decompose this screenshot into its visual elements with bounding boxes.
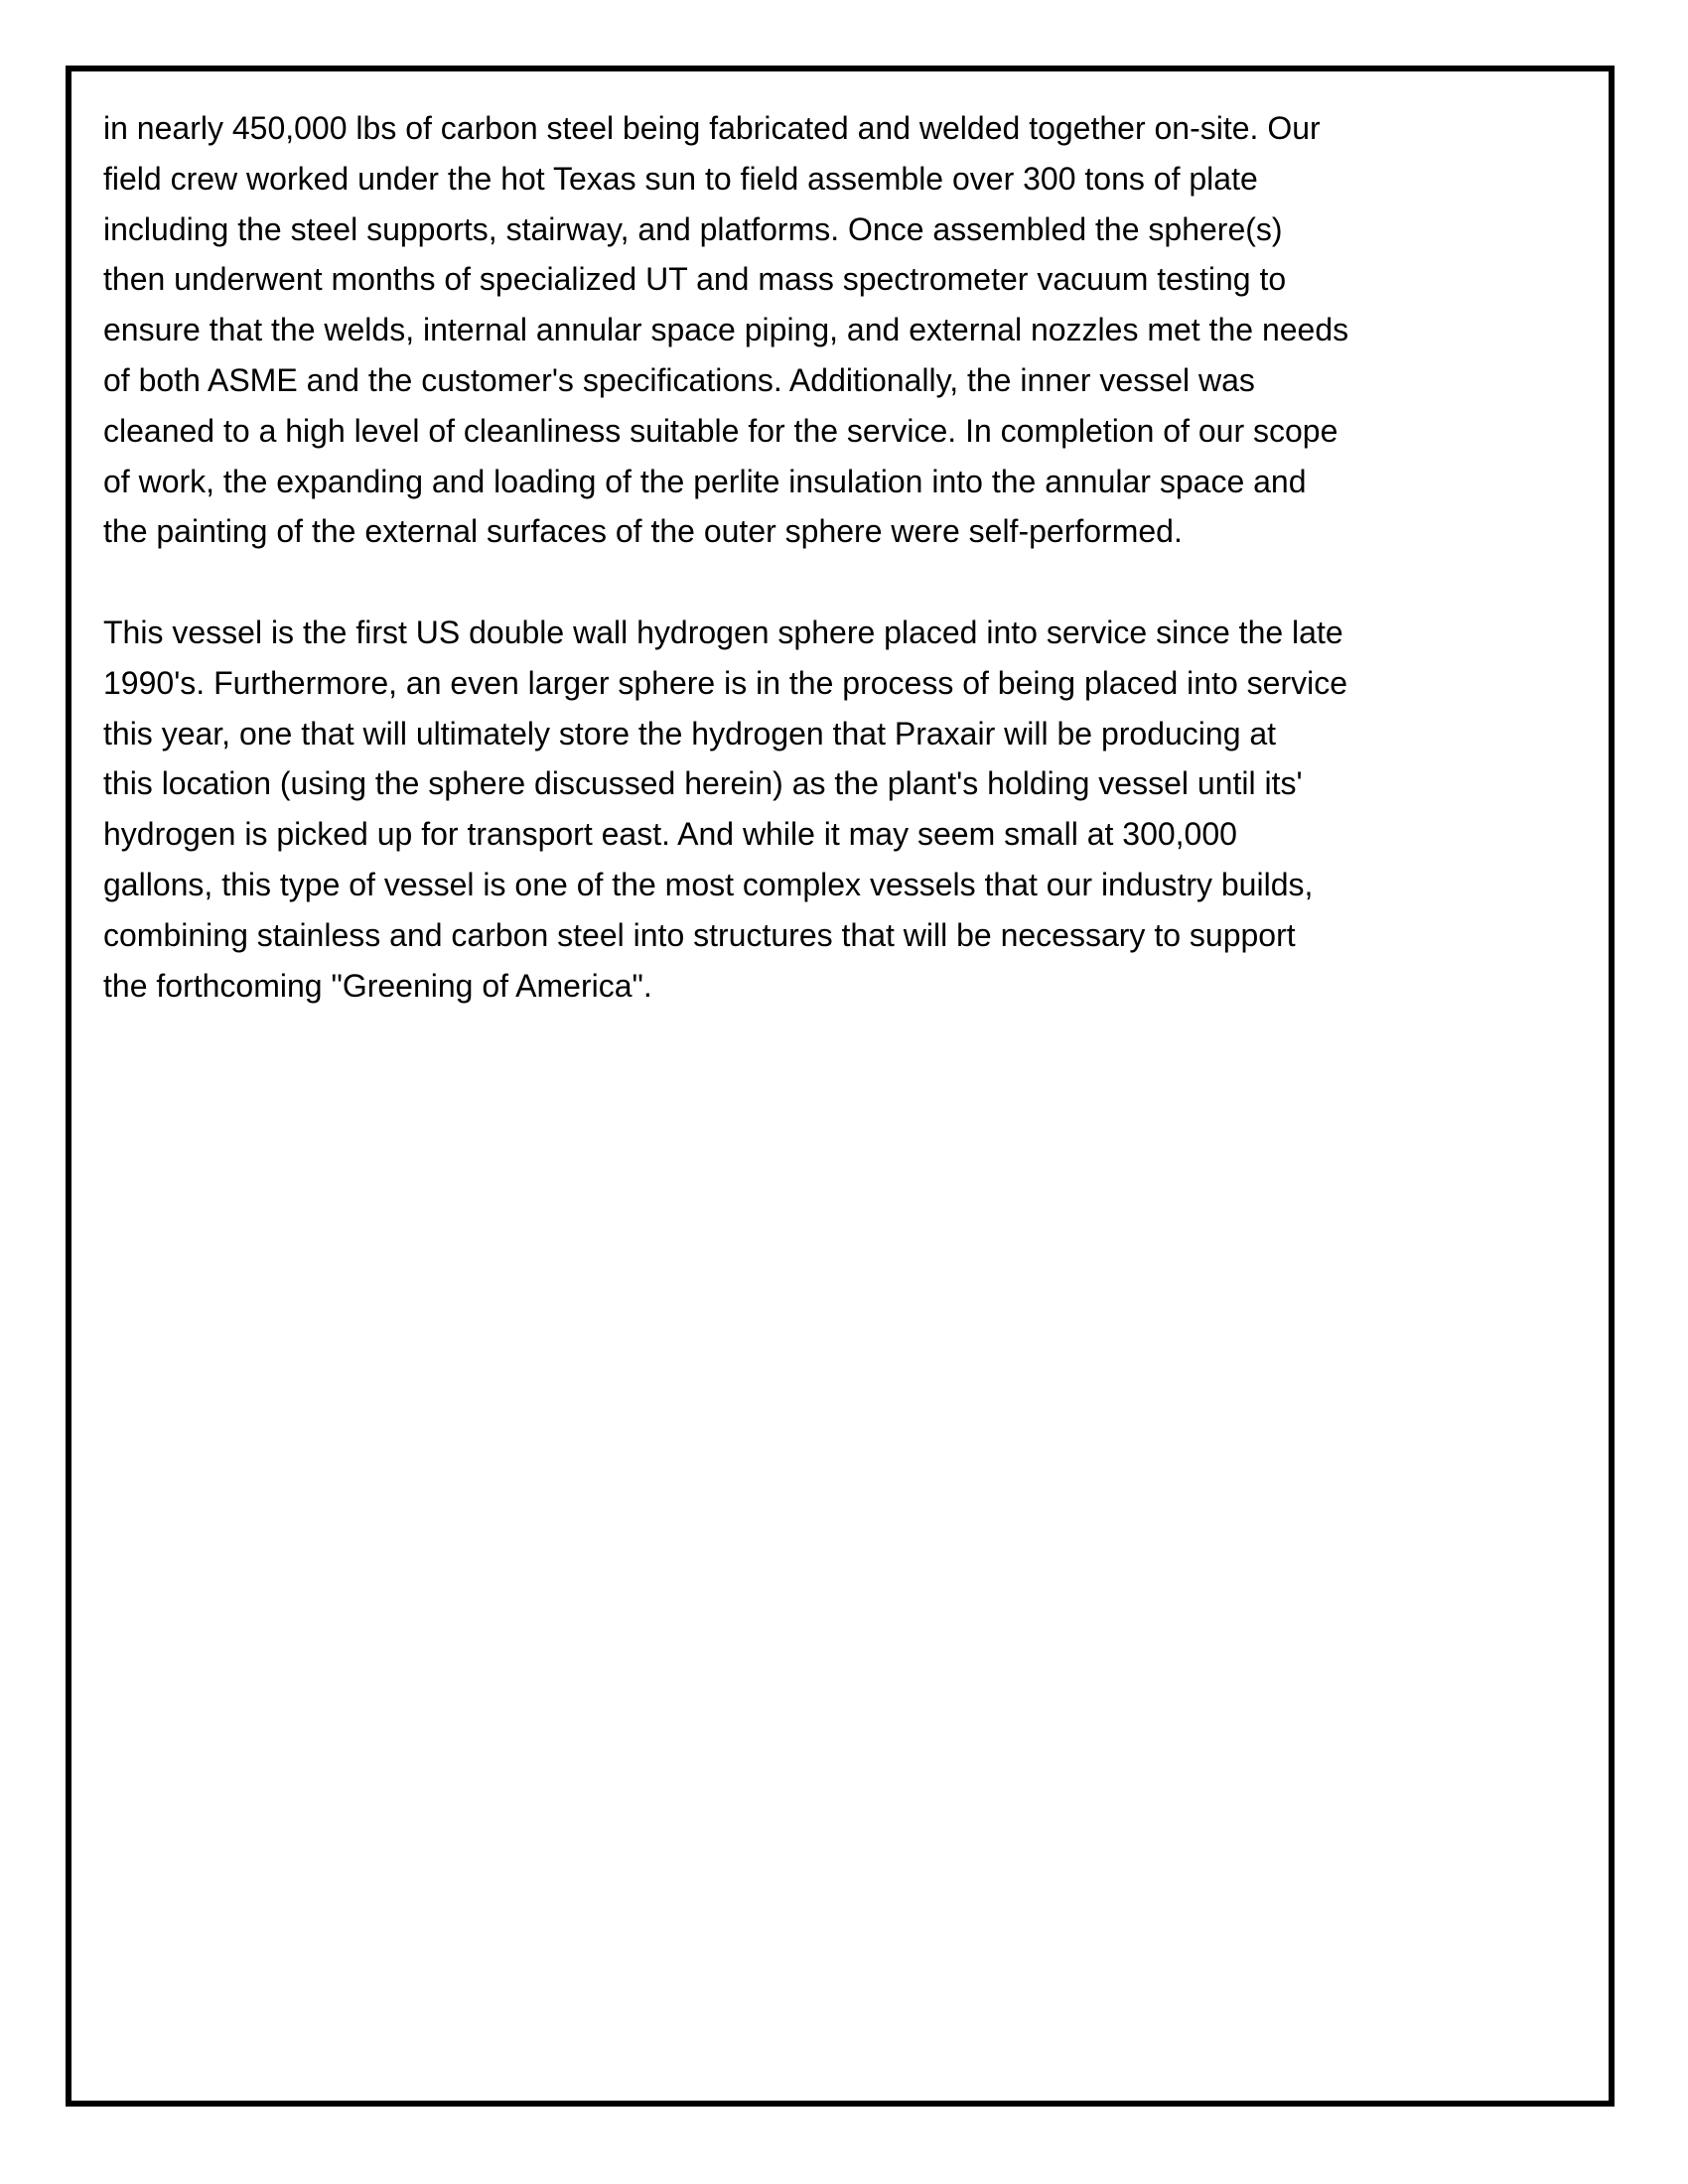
- text-line: combining stainless and carbon steel into structures that will be necessary to support: [103, 916, 1296, 953]
- text-line: of both ASME and the customer's specifications. Additionally, the inner vessel was: [103, 361, 1255, 398]
- text-line: hydrogen is picked up for transport east. And while it may seem small at 300,000: [103, 816, 1237, 853]
- text-line: in nearly 450,000 lbs of carbon steel being fabricated and welded together on-site. Our: [103, 110, 1321, 146]
- text-line: field crew worked under the hot Texas sun to field assemble over 300 tons of plate: [103, 160, 1258, 197]
- text-line: This vessel is the first US double wall hydrogen sphere placed into service since the late: [103, 614, 1343, 650]
- text-line: the forthcoming "Greening of America".: [103, 967, 652, 1004]
- text-line: this year, one that will ultimately store the hydrogen that Praxair will be producing at: [103, 715, 1277, 751]
- paragraph-2: [103, 608, 1603, 1011]
- text-line: this location (using the sphere discussed herein) as the plant's holding vessel until its': [103, 765, 1303, 802]
- text-line: of work, the expanding and loading of the perlite insulation into the annular space and: [103, 463, 1307, 499]
- text-line: gallons, this type of vessel is one of the most complex vessels that our industry builds,: [103, 866, 1314, 902]
- text-line: cleaned to a high level of cleanliness suitable for the service. In completion of our scope: [103, 412, 1338, 449]
- text-line: ensure that the welds, internal annular space piping, and external nozzles met the needs: [103, 312, 1349, 348]
- text-line: 1990's. Furthermore, an even larger sphere is in the process of being placed into service: [103, 664, 1348, 701]
- paragraph-spacer: [103, 557, 1603, 608]
- text-line: then underwent months of specialized UT and mass spectrometer vacuum testing to: [103, 261, 1287, 298]
- text-line: including the steel supports, stairway, and platforms. Once assembled the sphere(s): [103, 210, 1283, 247]
- document-body: [103, 103, 1603, 1011]
- paragraph-1: [103, 103, 1603, 557]
- text-line: the painting of the external surfaces of the outer sphere were self-performed.: [103, 513, 1183, 550]
- page-border: [66, 66, 1615, 2107]
